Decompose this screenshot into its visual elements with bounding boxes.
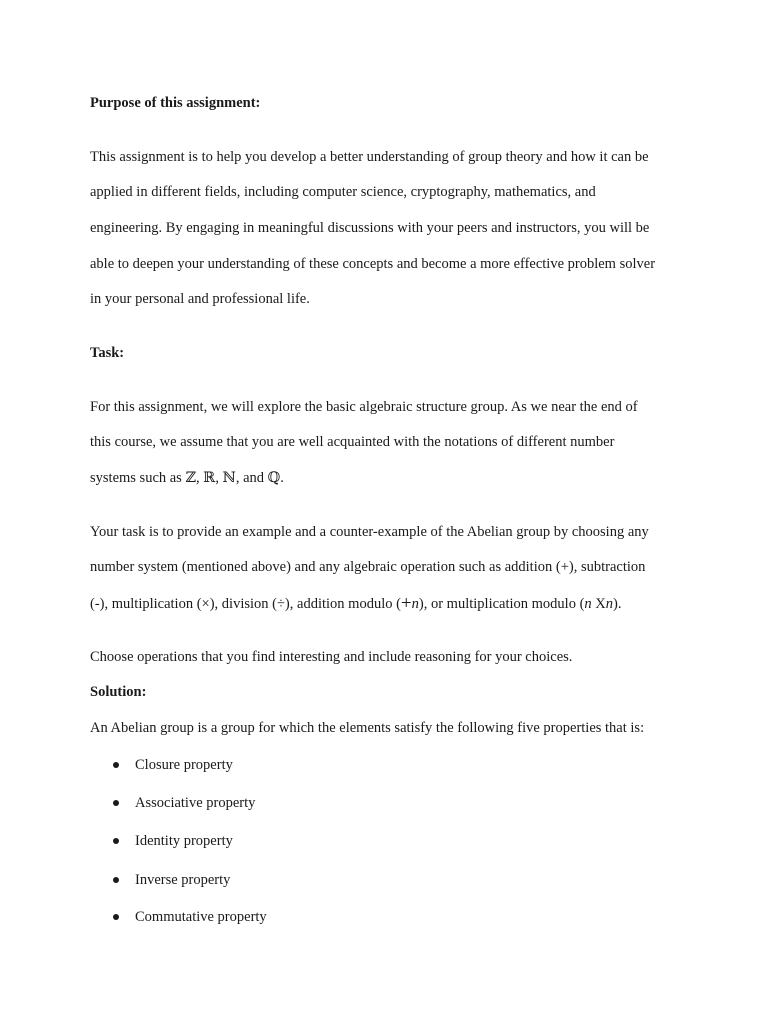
- property-item-associative: Associative property: [135, 795, 256, 811]
- property-item-identity: Identity property: [135, 833, 233, 849]
- times-symbol: X: [591, 596, 606, 612]
- bullet-icon: [113, 877, 119, 883]
- property-item-commutative: Commutative property: [135, 909, 267, 925]
- mod-n-2: n: [584, 596, 592, 612]
- line3-mid: ), or multiplication modulo (: [418, 596, 585, 612]
- purpose-heading: Purpose of this assignment:: [90, 95, 261, 111]
- task-para1-line-3: systems such as ℤ, ℝ, ℕ, and ℚ.: [90, 470, 284, 486]
- purpose-line-3: engineering. By engaging in meaningful discussions with your peers and instructors, you will be: [90, 220, 650, 236]
- purpose-line-1: This assignment is to help you develop a better understanding of group theory and how it can be: [90, 149, 649, 165]
- task-heading: Task:: [90, 345, 125, 361]
- bullet-icon: [113, 800, 119, 806]
- task-para2-line-2: number system (mentioned above) and any algebraic operation such as addition (+), subtraction: [90, 559, 646, 575]
- purpose-line-4: able to deepen your understanding of these concepts and become a more effective problem solver: [90, 256, 656, 272]
- property-item-closure: Closure property: [135, 757, 233, 773]
- line3-pre: (-), multiplication (×), division (÷), addition modulo (: [90, 596, 401, 612]
- task-para3: Choose operations that you find interesting and include reasoning for your choices.: [90, 649, 573, 665]
- solution-intro: An Abelian group is a group for which the elements satisfy the following five properties that is:: [90, 720, 645, 736]
- line3-post: ).: [613, 596, 622, 612]
- mod-n-1: n: [411, 596, 419, 612]
- solution-heading: Solution:: [90, 684, 147, 700]
- bullet-icon: [113, 762, 119, 768]
- property-item-inverse: Inverse property: [135, 872, 231, 888]
- plus-symbol: +: [400, 593, 412, 614]
- mod-n-3: n: [605, 596, 614, 612]
- task-para2-line-3: [90, 594, 622, 613]
- purpose-line-2: applied in different fields, including computer science, cryptography, mathematics, and: [90, 184, 596, 200]
- purpose-line-5: in your personal and professional life.: [90, 291, 310, 307]
- task-para1-line-1: For this assignment, we will explore the basic algebraic structure group. As we near the end of: [90, 399, 638, 415]
- task-para2-line-1: Your task is to provide an example and a counter-example of the Abelian group by choosing any: [90, 524, 649, 540]
- bullet-icon: [113, 838, 119, 844]
- task-para1-line-2: this course, we assume that you are well acquainted with the notations of different number: [90, 434, 615, 450]
- bullet-icon: [113, 914, 119, 920]
